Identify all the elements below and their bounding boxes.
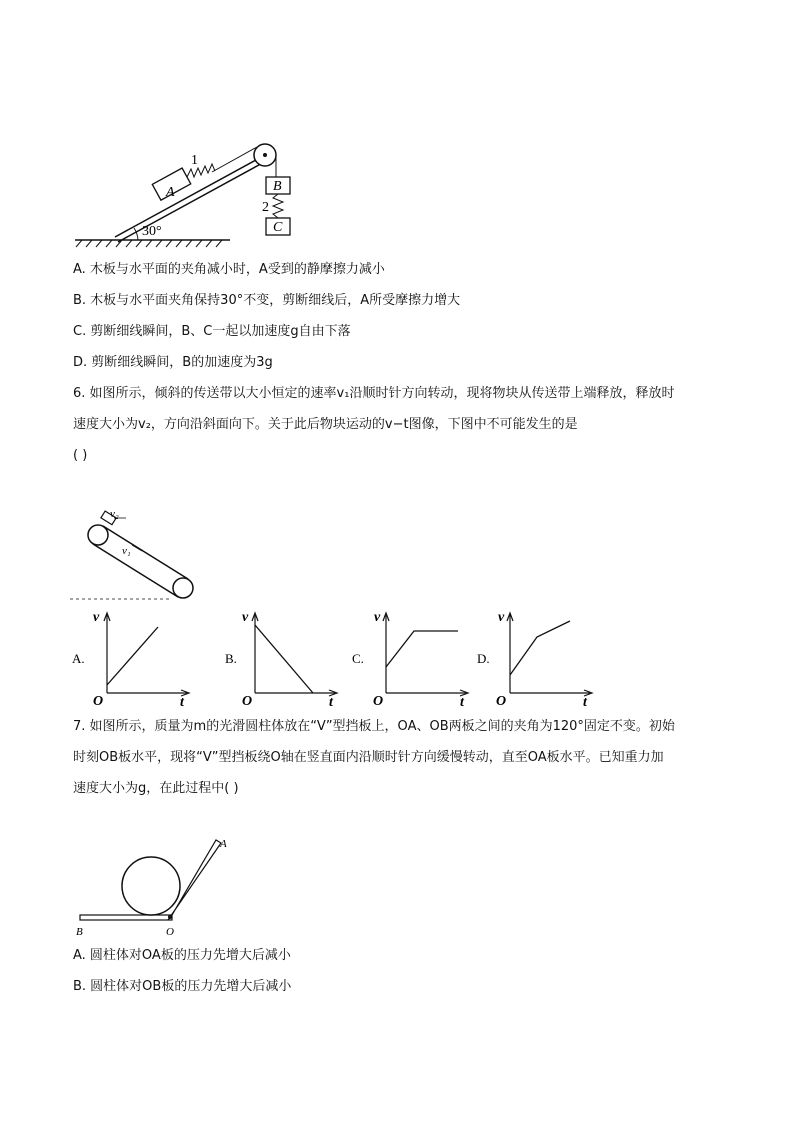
graph-a-label: A. — [72, 651, 85, 666]
graph-d-t-label: t — [583, 695, 587, 710]
label-o: O — [166, 926, 174, 938]
graph-b-origin: O — [242, 694, 253, 709]
conveyor-belt-top — [103, 526, 188, 579]
incline-board — [115, 155, 265, 237]
q7-v-board-figure — [70, 835, 250, 940]
graph-c — [350, 605, 480, 710]
graph-d — [475, 605, 605, 710]
graph-a-origin: O — [93, 694, 104, 709]
graph-a-curve — [107, 627, 158, 685]
label-b: B — [76, 926, 83, 938]
q5-option-d: D. 剪断细线瞬间，B的加速度为3g — [73, 355, 273, 370]
graph-b-curve — [255, 625, 313, 693]
q6-conveyor-figure — [70, 505, 210, 605]
spring-2 — [273, 194, 283, 218]
v1-label: v₁ — [122, 545, 131, 557]
graph-a-v-label: v — [93, 610, 100, 625]
graph-d-label: D. — [477, 651, 490, 666]
block-a-label: A — [166, 185, 175, 200]
graph-c-label: C. — [352, 651, 364, 666]
q6-stem-line-2: 速度大小为v₂，方向沿斜面向下。关于此后物块运动的v−t图像，下图中不可能发生的是 — [73, 417, 578, 432]
q5-figure — [70, 125, 300, 250]
graph-a — [70, 605, 200, 710]
cylinder — [122, 857, 180, 915]
q5-option-b: B. 木板与水平面夹角保持30°不变，剪断细线后，A所受摩擦力增大 — [73, 293, 461, 308]
q5-option-c: C. 剪断细线瞬间，B、C一起以加速度g自由下落 — [73, 324, 351, 339]
block-c-label: C — [273, 220, 283, 235]
graph-d-curve — [510, 621, 570, 675]
pivot-o — [168, 915, 172, 919]
q5-option-a: A. 木板与水平面的夹角减小时，A受到的静摩擦力减小 — [73, 262, 385, 277]
graph-b-v-label: v — [242, 610, 249, 625]
q7-stem-line-2: 时刻OB板水平，现将“V”型挡板绕O轴在竖直面内沿顺时针方向缓慢转动，直至OA板水平。已知重力加 — [73, 750, 664, 765]
graph-c-origin: O — [373, 694, 384, 709]
v2-label: v₂ — [110, 508, 119, 520]
q6-stem-line-3: ( ) — [73, 448, 88, 463]
angle-label: 30° — [142, 224, 162, 239]
graph-b-t-label: t — [329, 695, 333, 710]
spring-2-label: 2 — [262, 200, 269, 215]
q7-option-b: B. 圆柱体对OB板的压力先增大后减小 — [73, 979, 292, 994]
graph-c-v-label: v — [374, 610, 381, 625]
graph-a-t-label: t — [180, 695, 184, 710]
conveyor-belt-bottom — [93, 544, 178, 597]
block-b-label: B — [273, 179, 282, 194]
graph-c-curve — [386, 631, 458, 667]
board-ob — [80, 915, 172, 920]
graph-b — [225, 605, 355, 710]
q7-stem-line-1: 7. 如图所示，质量为m的光滑圆柱体放在“V”型挡板上，OA、OB两板之间的夹角为120°固定不变。初始 — [73, 719, 675, 734]
q7-option-a: A. 圆柱体对OA板的压力先增大后减小 — [73, 948, 291, 963]
graph-d-origin: O — [496, 694, 507, 709]
graph-d-v-label: v — [498, 610, 505, 625]
graph-b-label: B. — [225, 651, 237, 666]
q6-stem-line-1: 6. 如图所示，倾斜的传送带以大小恒定的速率v₁沿顺时针方向转动，现将物块从传送带上端释放，释放时 — [73, 386, 675, 401]
q7-stem-line-3: 速度大小为g，在此过程中( ) — [73, 781, 239, 796]
graph-c-t-label: t — [460, 695, 464, 710]
spring-1-label: 1 — [191, 153, 198, 168]
label-a: A — [220, 838, 227, 850]
